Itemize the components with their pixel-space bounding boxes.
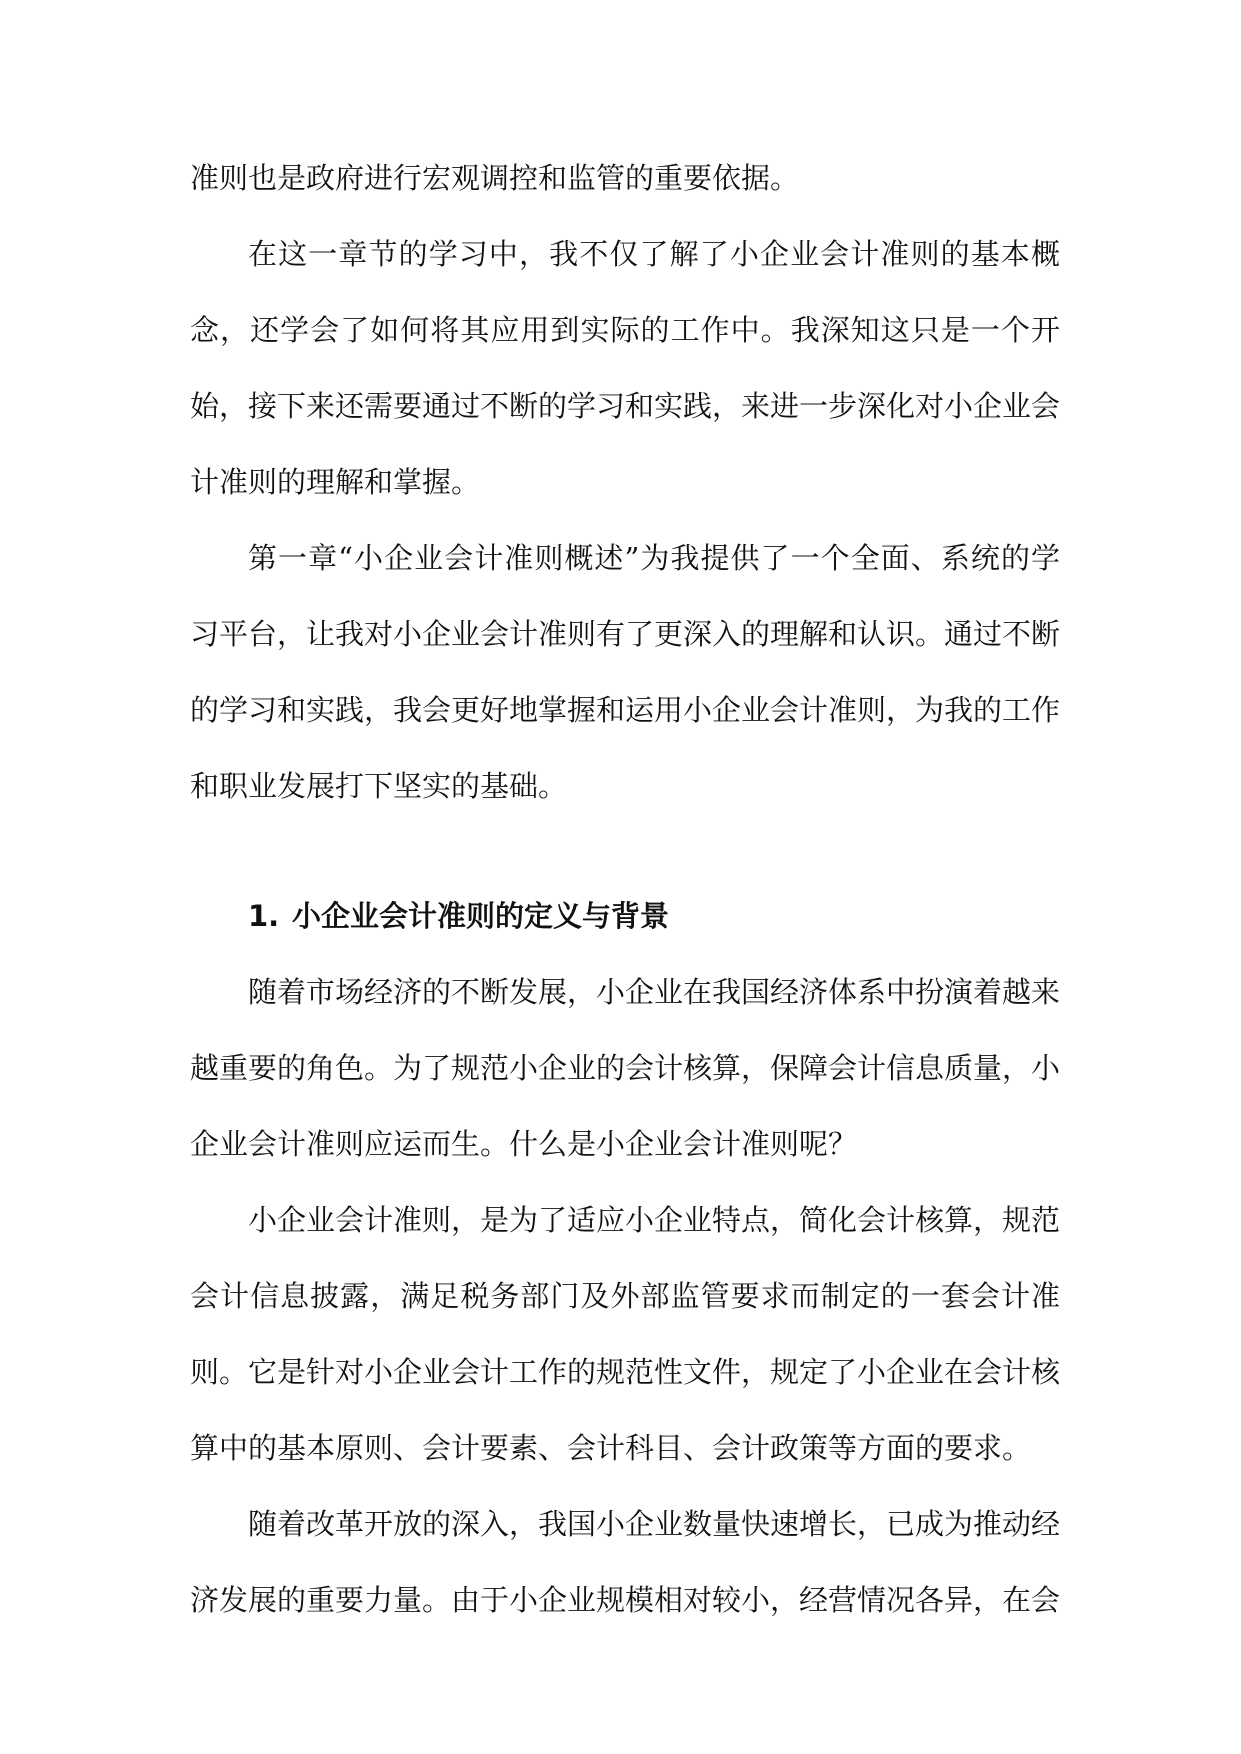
paragraph: 随着改革开放的深入，我国小企业数量快速增长，已成为推动经济发展的重要力量。由于小企业规模相对较小，经营情况各异，在会 bbox=[190, 1507, 1061, 1617]
paragraph: 随着市场经济的不断发展，小企业在我国经济体系中扮演着越来越重要的角色。为了规范小企业的会计核算，保障会计信息质量，小企业会计准则应运而生。什么是小企业会计准则呢？ bbox=[190, 975, 1061, 1161]
document-body bbox=[190, 140, 1060, 1638]
section-number: 1. bbox=[248, 899, 280, 933]
section-heading bbox=[190, 878, 1060, 954]
paragraph: 第一章“小企业会计准则概述”为我提供了一个全面、系统的学习平台，让我对小企业会计准则有了更深入的理解和认识。通过不断的学习和实践，我会更好地掌握和运用小企业会计准则，为我的工作和职业发展打下坚实的基础。 bbox=[190, 541, 1061, 803]
paragraph-continued: 准则也是政府进行宏观调控和监管的重要依据。 bbox=[190, 161, 800, 195]
paragraph: 小企业会计准则，是为了适应小企业特点，简化会计核算，规范会计信息披露，满足税务部门及外部监管要求而制定的一套会计准则。它是针对小企业会计工作的规范性文件，规定了小企业在会计核算中的基本原则、会计要素、会计科目、会计政策等方面的要求。 bbox=[190, 1203, 1061, 1465]
paragraph: 在这一章节的学习中，我不仅了解了小企业会计准则的基本概念，还学会了如何将其应用到实际的工作中。我深知这只是一个开始，接下来还需要通过不断的学习和实践，来进一步深化对小企业会计准则的理解和掌握。 bbox=[190, 237, 1061, 499]
section-title: 小企业会计准则的定义与背景 bbox=[292, 899, 670, 933]
